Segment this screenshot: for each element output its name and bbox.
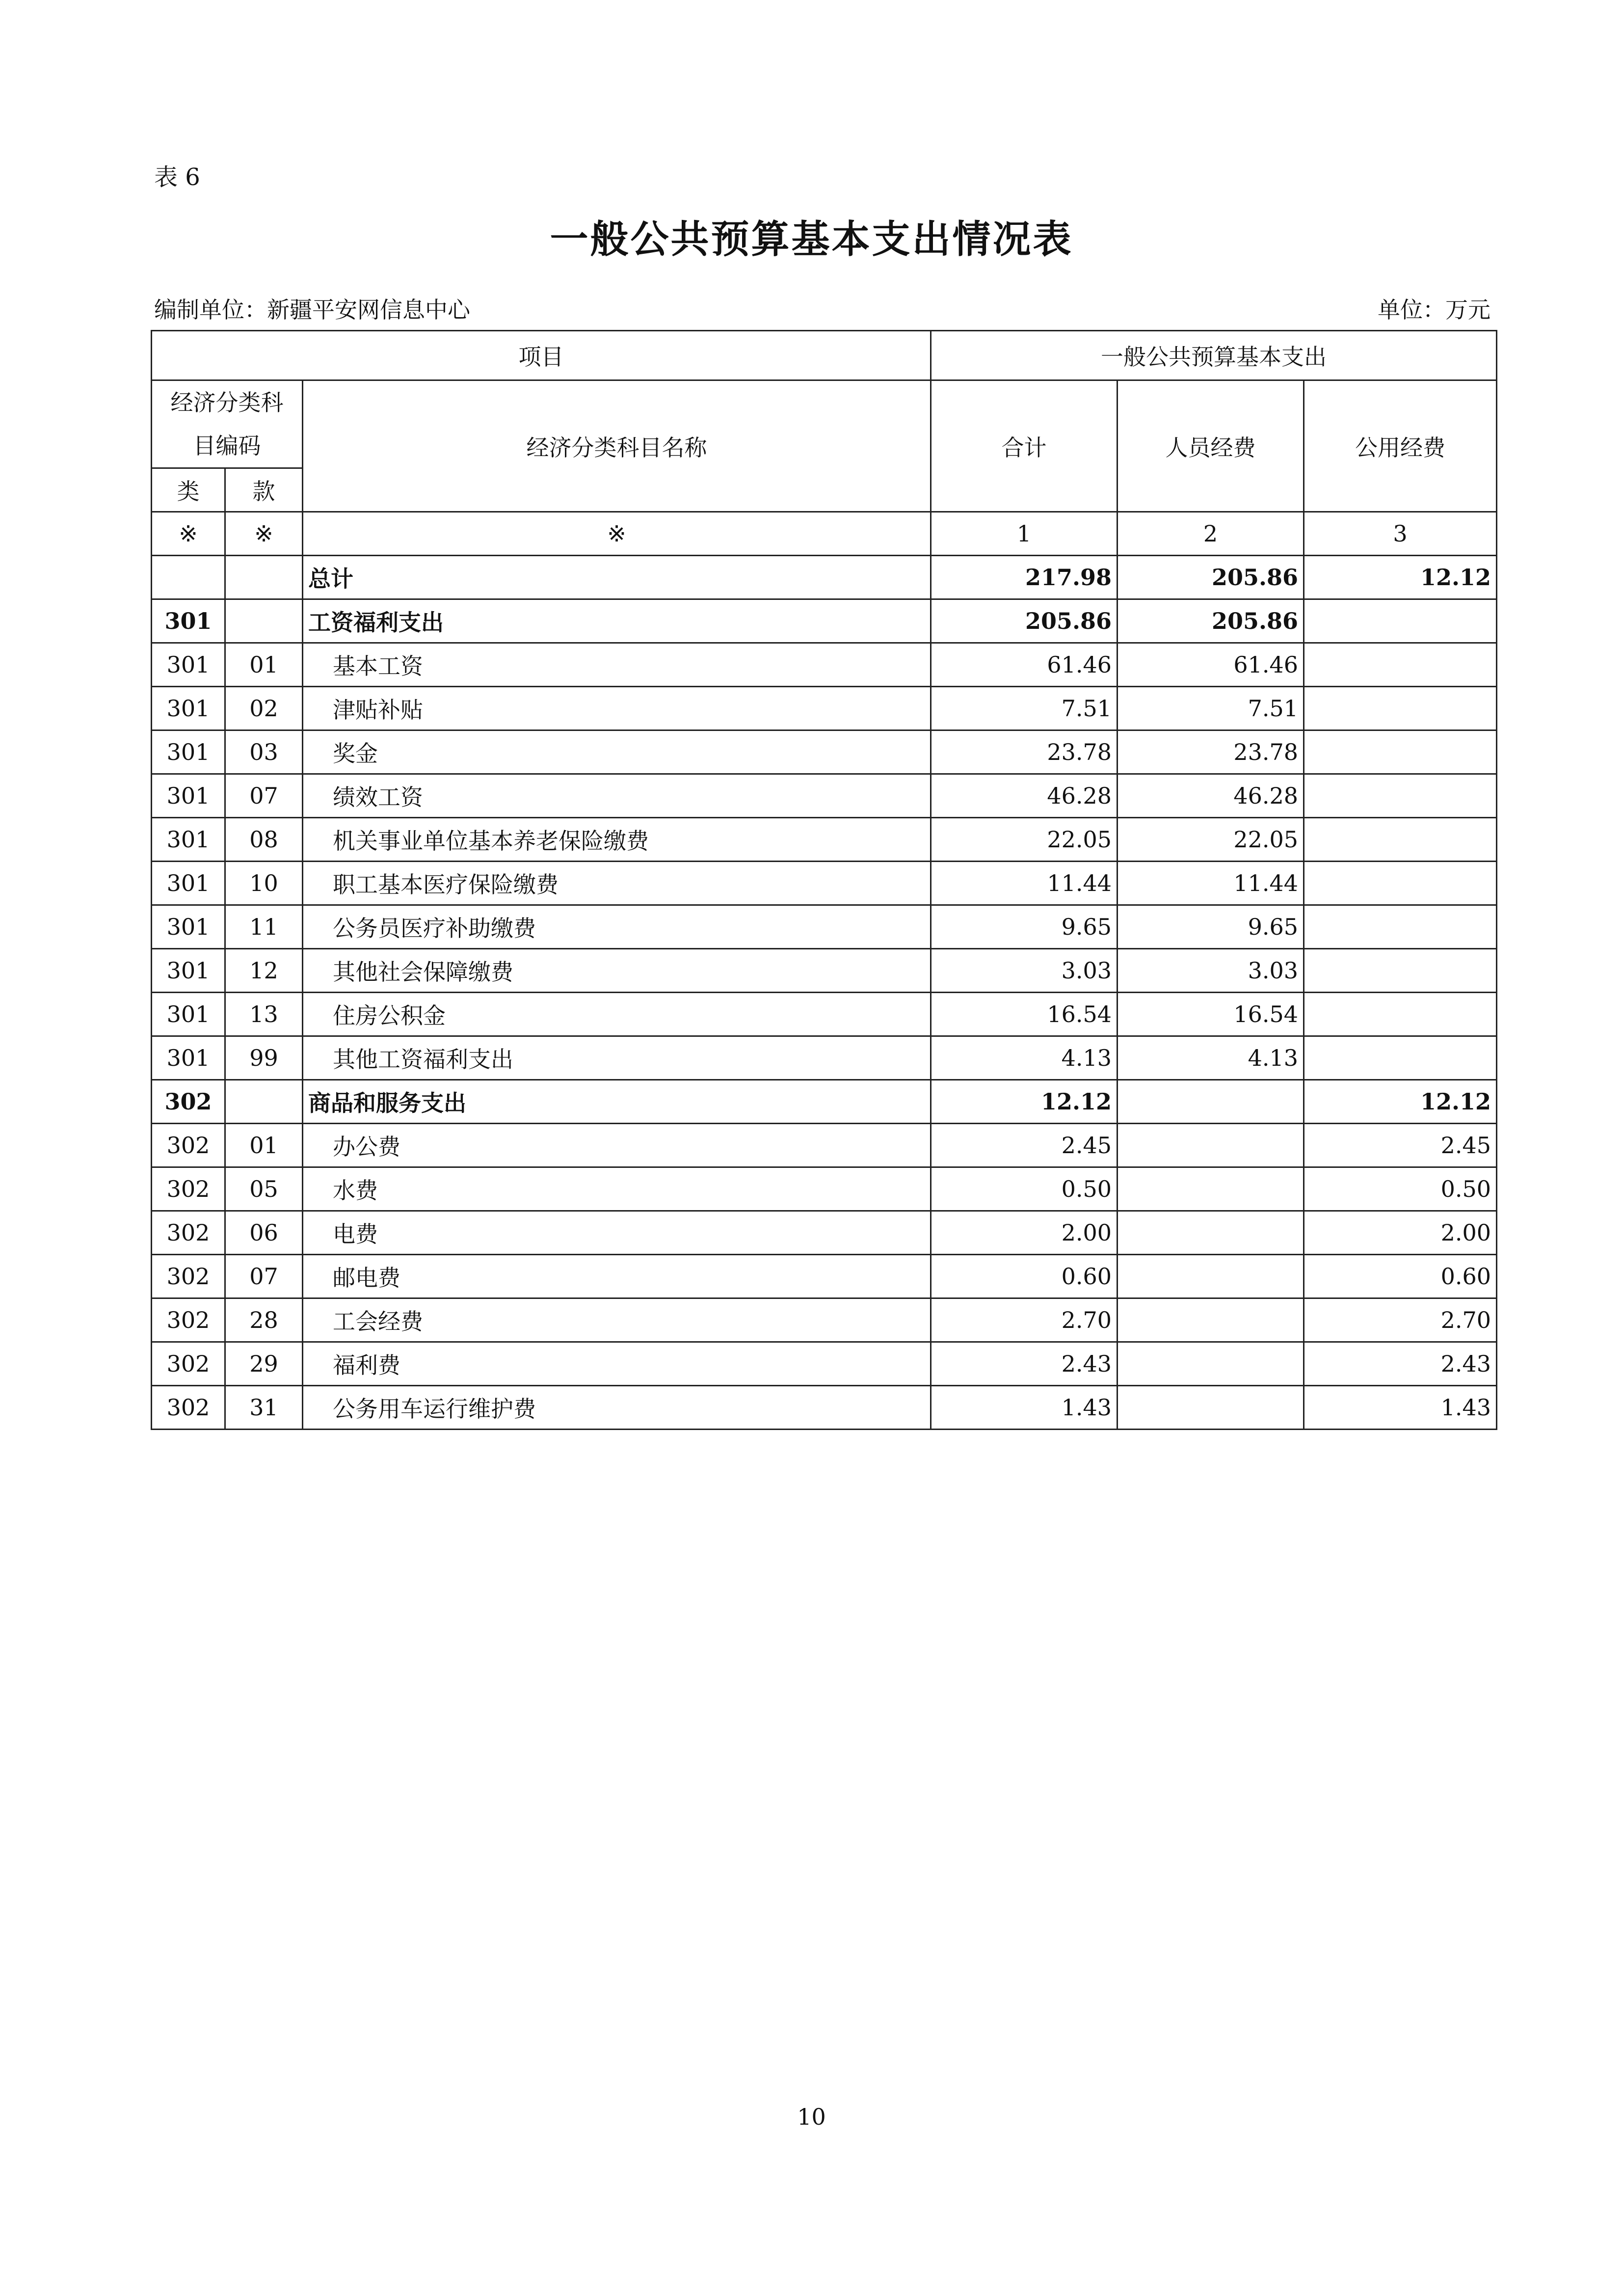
cell-public: 2.70: [1304, 1298, 1497, 1342]
cell-public: [1304, 949, 1497, 993]
cell-total: 0.50: [931, 1167, 1117, 1211]
cell-kuan: [225, 599, 303, 643]
header-mark-lei: ※: [152, 512, 225, 556]
cell-name: 工会经费: [303, 1298, 931, 1342]
unit-label: 单位：万元: [1378, 297, 1490, 323]
cell-kuan: 28: [225, 1298, 303, 1342]
table-row: [152, 1342, 1497, 1386]
cell-public: [1304, 1036, 1497, 1080]
cell-lei: 302: [152, 1167, 225, 1211]
cell-name: 公务员医疗补助缴费: [303, 905, 931, 949]
header-col-1: 1: [931, 512, 1117, 556]
cell-public: 12.12: [1304, 556, 1497, 599]
cell-kuan: 06: [225, 1211, 303, 1255]
table-row: [152, 1036, 1497, 1080]
cell-kuan: 08: [225, 818, 303, 862]
table-row: [152, 1211, 1497, 1255]
cell-public: 2.00: [1304, 1211, 1497, 1255]
cell-personnel: [1117, 1167, 1304, 1211]
cell-lei: 302: [152, 1298, 225, 1342]
table-row: [152, 774, 1497, 818]
cell-public: [1304, 599, 1497, 643]
cell-kuan: 10: [225, 862, 303, 905]
table-row: [152, 818, 1497, 862]
cell-personnel: [1117, 1255, 1304, 1298]
cell-public: [1304, 818, 1497, 862]
cell-lei: 301: [152, 862, 225, 905]
cell-public: [1304, 774, 1497, 818]
cell-personnel: [1117, 1342, 1304, 1386]
cell-kuan: 05: [225, 1167, 303, 1211]
cell-public: [1304, 993, 1497, 1036]
cell-kuan: 11: [225, 905, 303, 949]
cell-name: 工资福利支出: [303, 599, 931, 643]
table-row: [152, 643, 1497, 687]
cell-total: 4.13: [931, 1036, 1117, 1080]
cell-lei: 302: [152, 1124, 225, 1167]
header-col-3: 3: [1304, 512, 1497, 556]
header-public: 公用经费: [1304, 380, 1497, 512]
cell-lei: 301: [152, 949, 225, 993]
org-label: 编制单位：新疆平安网信息中心: [154, 297, 470, 323]
cell-lei: 301: [152, 687, 225, 730]
cell-name: 邮电费: [303, 1255, 931, 1298]
cell-name: 住房公积金: [303, 993, 931, 1036]
cell-total: 2.43: [931, 1342, 1117, 1386]
cell-lei: 302: [152, 1211, 225, 1255]
cell-lei: 302: [152, 1342, 225, 1386]
cell-lei: 301: [152, 643, 225, 687]
cell-lei: 301: [152, 774, 225, 818]
cell-name: 奖金: [303, 730, 931, 774]
cell-public: 2.43: [1304, 1342, 1497, 1386]
cell-name: 绩效工资: [303, 774, 931, 818]
cell-total: 2.00: [931, 1211, 1117, 1255]
table-row: [152, 949, 1497, 993]
cell-total: 205.86: [931, 599, 1117, 643]
cell-personnel: [1117, 1211, 1304, 1255]
cell-personnel: 11.44: [1117, 862, 1304, 905]
cell-kuan: 12: [225, 949, 303, 993]
table-row: [152, 1080, 1497, 1124]
cell-public: 0.50: [1304, 1167, 1497, 1211]
cell-personnel: 7.51: [1117, 687, 1304, 730]
table-row: [152, 599, 1497, 643]
cell-public: [1304, 905, 1497, 949]
cell-kuan: [225, 1080, 303, 1124]
cell-name: 总计: [303, 556, 931, 599]
cell-total: 46.28: [931, 774, 1117, 818]
cell-personnel: 3.03: [1117, 949, 1304, 993]
cell-personnel: 46.28: [1117, 774, 1304, 818]
cell-personnel: 9.65: [1117, 905, 1304, 949]
page-title: 一般公共预算基本支出情况表: [550, 217, 1073, 262]
table-row: [152, 556, 1497, 599]
table-row: [152, 1124, 1497, 1167]
table-number: 表 6: [154, 163, 200, 191]
cell-lei: 301: [152, 1036, 225, 1080]
header-mark-kuan: ※: [225, 512, 303, 556]
cell-name: 公务用车运行维护费: [303, 1386, 931, 1430]
budget-table: [151, 330, 1497, 1430]
cell-total: 22.05: [931, 818, 1117, 862]
cell-lei: 301: [152, 730, 225, 774]
table-row: [152, 1386, 1497, 1430]
cell-name: 水费: [303, 1167, 931, 1211]
table-row: [152, 905, 1497, 949]
cell-personnel: [1117, 1124, 1304, 1167]
header-budget: 一般公共预算基本支出: [931, 331, 1497, 380]
cell-lei: 302: [152, 1255, 225, 1298]
cell-public: [1304, 730, 1497, 774]
table-row: [152, 730, 1497, 774]
cell-total: 61.46: [931, 643, 1117, 687]
cell-name: 职工基本医疗保险缴费: [303, 862, 931, 905]
header-lei: 类: [152, 468, 225, 512]
header-mark-name: ※: [303, 512, 931, 556]
cell-name: 电费: [303, 1211, 931, 1255]
cell-lei: 301: [152, 818, 225, 862]
cell-total: 2.45: [931, 1124, 1117, 1167]
header-personnel: 人员经费: [1117, 380, 1304, 512]
cell-total: 23.78: [931, 730, 1117, 774]
cell-personnel: [1117, 1386, 1304, 1430]
table-row: [152, 687, 1497, 730]
cell-public: 0.60: [1304, 1255, 1497, 1298]
cell-personnel: 205.86: [1117, 556, 1304, 599]
cell-kuan: 99: [225, 1036, 303, 1080]
cell-total: 7.51: [931, 687, 1117, 730]
table-row: [152, 1167, 1497, 1211]
cell-name: 其他社会保障缴费: [303, 949, 931, 993]
cell-kuan: 07: [225, 774, 303, 818]
cell-total: 3.03: [931, 949, 1117, 993]
cell-personnel: [1117, 1080, 1304, 1124]
cell-kuan: 03: [225, 730, 303, 774]
cell-total: 9.65: [931, 905, 1117, 949]
header-total: 合计: [931, 380, 1117, 512]
cell-personnel: [1117, 1298, 1304, 1342]
header-kuan: 款: [225, 468, 303, 512]
header-item: 项目: [152, 331, 931, 380]
cell-public: [1304, 862, 1497, 905]
cell-public: [1304, 643, 1497, 687]
cell-kuan: [225, 556, 303, 599]
cell-personnel: 23.78: [1117, 730, 1304, 774]
cell-personnel: 205.86: [1117, 599, 1304, 643]
header-col-2: 2: [1117, 512, 1304, 556]
cell-total: 217.98: [931, 556, 1117, 599]
cell-kuan: 01: [225, 1124, 303, 1167]
cell-total: 12.12: [931, 1080, 1117, 1124]
header-code-line1: 经济分类科: [170, 389, 284, 416]
cell-total: 2.70: [931, 1298, 1117, 1342]
table-row: [152, 1255, 1497, 1298]
cell-name: 其他工资福利支出: [303, 1036, 931, 1080]
cell-lei: 301: [152, 905, 225, 949]
table-body: [152, 556, 1497, 1430]
cell-total: 16.54: [931, 993, 1117, 1036]
cell-public: 2.45: [1304, 1124, 1497, 1167]
header-code-line2: 目编码: [193, 432, 261, 459]
cell-lei: 301: [152, 599, 225, 643]
table-row: [152, 862, 1497, 905]
header-name: 经济分类科目名称: [303, 380, 931, 512]
cell-total: 11.44: [931, 862, 1117, 905]
cell-personnel: 4.13: [1117, 1036, 1304, 1080]
cell-kuan: 01: [225, 643, 303, 687]
cell-kuan: 31: [225, 1386, 303, 1430]
cell-public: [1304, 687, 1497, 730]
header-code: [152, 380, 303, 468]
cell-name: 基本工资: [303, 643, 931, 687]
cell-kuan: 29: [225, 1342, 303, 1386]
table-row: [152, 993, 1497, 1036]
cell-kuan: 02: [225, 687, 303, 730]
cell-lei: 301: [152, 993, 225, 1036]
cell-total: 0.60: [931, 1255, 1117, 1298]
cell-public: 12.12: [1304, 1080, 1497, 1124]
cell-lei: 302: [152, 1386, 225, 1430]
cell-lei: 302: [152, 1080, 225, 1124]
cell-personnel: 22.05: [1117, 818, 1304, 862]
cell-kuan: 07: [225, 1255, 303, 1298]
cell-kuan: 13: [225, 993, 303, 1036]
cell-public: 1.43: [1304, 1386, 1497, 1430]
cell-personnel: 61.46: [1117, 643, 1304, 687]
cell-name: 办公费: [303, 1124, 931, 1167]
cell-personnel: 16.54: [1117, 993, 1304, 1036]
table-row: [152, 1298, 1497, 1342]
cell-name: 商品和服务支出: [303, 1080, 931, 1124]
cell-name: 福利费: [303, 1342, 931, 1386]
cell-lei: [152, 556, 225, 599]
cell-name: 津贴补贴: [303, 687, 931, 730]
page-number: 10: [797, 2104, 826, 2130]
cell-name: 机关事业单位基本养老保险缴费: [303, 818, 931, 862]
cell-total: 1.43: [931, 1386, 1117, 1430]
